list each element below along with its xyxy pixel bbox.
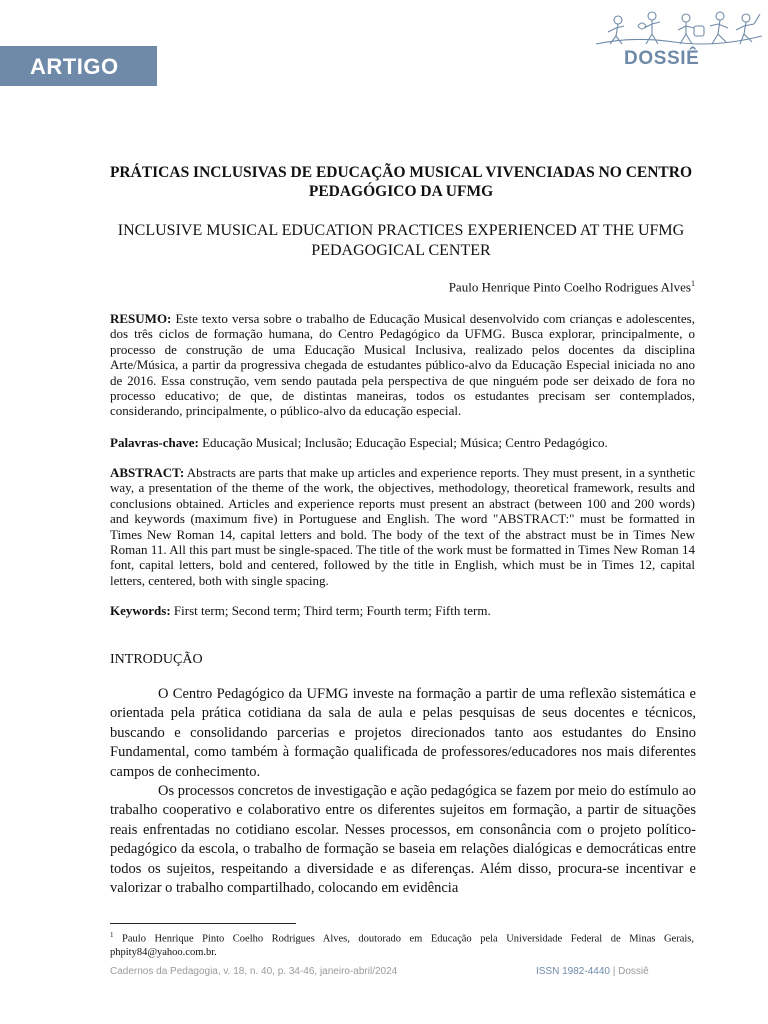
footer-separator: | — [609, 966, 619, 977]
author-footnote-mark: 1 — [691, 279, 695, 288]
footnote-divider — [110, 923, 296, 924]
abstract-paragraph — [110, 465, 695, 588]
footnote — [110, 929, 694, 959]
resumo-paragraph — [110, 311, 695, 419]
footer-issn: ISSN 1982-4440 — [536, 966, 610, 977]
keywords-label: Keywords: — [110, 603, 171, 618]
palavras-chave-paragraph — [110, 435, 695, 450]
body-text — [110, 685, 696, 898]
keywords-paragraph — [110, 603, 695, 618]
palavras-chave-text: Educação Musical; Inclusão; Educação Especial; Música; Centro Pedagógico. — [198, 435, 608, 450]
footnote-text: Paulo Henrique Pinto Coelho Rodrigues Alves, doutorado em Educação pela Universidade Federal de Minas Gerais, phpity84@yahoo.com.br. — [110, 933, 694, 958]
body-paragraph: O Centro Pedagógico da UFMG investe na formação a partir de uma reflexão sistemática e orientada pela prática cotidiana da sala de aula e pelas pesquisas de seus docentes e técnicos, buscando e consolidando parcerias e projetos direcionados tanto aos estudantes do Ensino Fundamental, como também à formação qualificada de professores/educadores nos mais diferentes campos de conhecimento. — [110, 686, 696, 780]
author-name: Paulo Henrique Pinto Coelho Rodrigues Alves — [448, 279, 691, 295]
author-line — [449, 279, 695, 295]
abstract-label: ABSTRACT: — [110, 465, 185, 480]
body-paragraph: Os processos concretos de investigação e ação pedagógica se fazem por meio do estímulo ao trabalho cooperativo e colaborativo entre os diferentes sujeitos em formação, a partir de situações reais enfrentadas no cotidiano escolar. Nesses processos, em consonância com o projeto político-pedagógico da escola, o trabalho de formação se baseia em relações dialógicas e democráticas entre todos os sujeitos, respeitando a diversidade e as diferenças. Além disso, procura-se incentivar e valorizar o trabalho compartilhado, colocando em evidência — [110, 783, 696, 897]
palavras-chave-label: Palavras-chave: — [110, 435, 199, 450]
footer-issn-section — [536, 966, 649, 977]
resumo-text: Este texto versa sobre o trabalho de Educação Musical desenvolvido com crianças e adolescentes, dos três ciclos de formação humana, do Centro Pedagógico da UFMG. Busca explorar, principalmente, o processo de construção de uma Educação Musical Inclusiva, realizado pelos docentes da disciplina Arte/Música, a partir da progressiva chegada de estudantes público-alvo da Educação Especial iniciada no ano de 2016. Essa construção, vem sendo pautada pela perspectiva de que ninguém pode ser deixado de fora no processo educativo; de que, de distintas maneiras, todos os estudantes precisam ser contemplados, considerando, principalmente, o público-alvo da educação especial. — [110, 311, 695, 419]
keywords-text: First term; Second term; Third term; Fourth term; Fifth term. — [170, 603, 491, 618]
footer-citation: Cadernos da Pedagogia, v. 18, n. 40, p. 34-46, janeiro-abril/2024 — [110, 966, 398, 977]
dossier-label: DOSSIÊ — [624, 48, 700, 69]
footnote-mark: 1 — [110, 931, 114, 939]
resumo-label: RESUMO: — [110, 311, 172, 326]
abstract-text: Abstracts are parts that make up articles and experience reports. They must present, in a synthetic way, a presentation of the theme of the work, the objectives, methodology, theoretical framework, results and conclusions obtained. Articles and experience reports must present an abstract (between 100 and 200 words) and keywords (maximum five) in Portuguese and English. The word "ABSTRACT:" must be formatted in Times New Roman 14, capital letters and bold. The body of the text of the abstract must be in Times New Roman 11. All this part must be single-spaced. The title of the work must be formatted in Times New Roman 14 font, capital letters, bold and centered, followed by the title in English, which must be in Times 12, capital letters, centered, both with single spacing. — [110, 465, 695, 588]
footer-section: Dossiê — [618, 966, 649, 977]
section-tag-artigo: ARTIGO — [0, 46, 157, 86]
article-title-en: INCLUSIVE MUSICAL EDUCATION PRACTICES EXPERIENCED AT THE UFMG PEDAGOGICAL CENTER — [117, 222, 685, 259]
section-heading-introducao: INTRODUÇÃO — [110, 652, 203, 667]
article-title-pt: PRÁTICAS INCLUSIVAS DE EDUCAÇÃO MUSICAL VIVENCIADAS NO CENTRO PEDAGÓGICO DA UFMG — [109, 164, 693, 200]
